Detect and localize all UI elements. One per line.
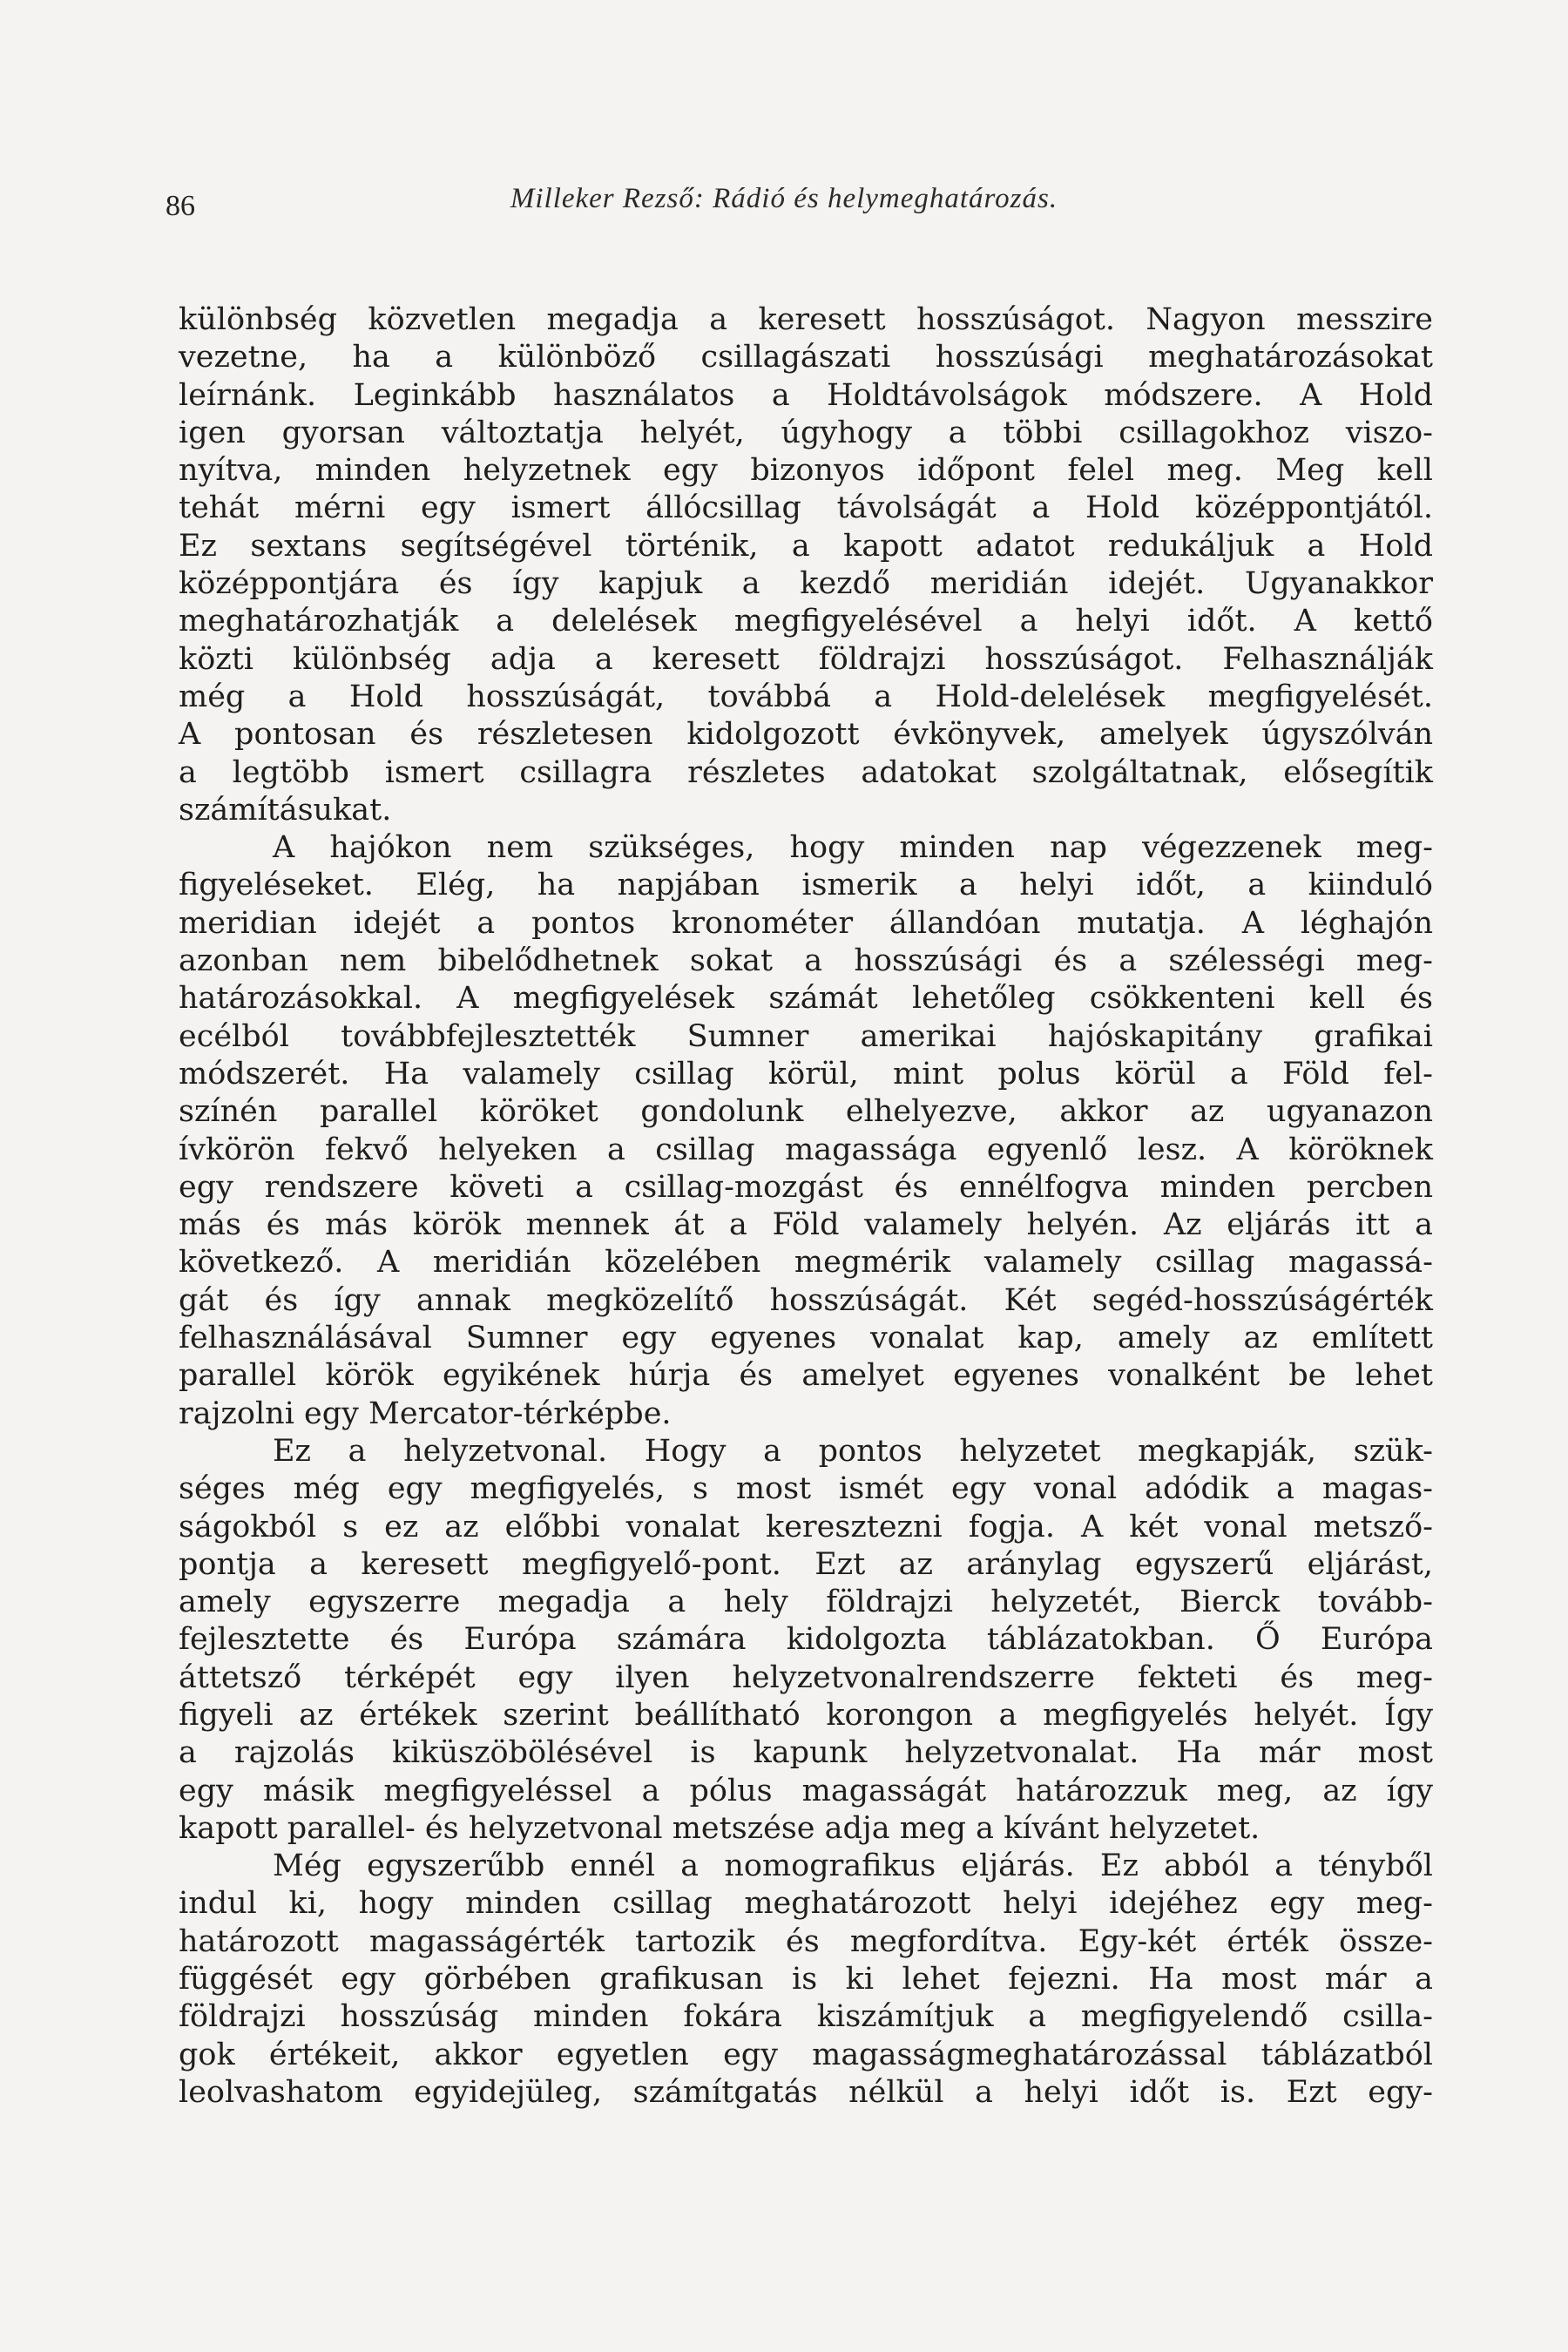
text-line: leolvashatom egyidejüleg, számítgatás nélkül a helyi időt is. Ezt egy- (179, 2074, 1433, 2110)
text-line: séges még egy megfigyelés, s most ismét egy vonal adódik a magas- (179, 1471, 1433, 1507)
text-line: nyítva, minden helyzetnek egy bizonyos időpont felel meg. Meg kell (179, 453, 1433, 489)
text-line: A hajókon nem szükséges, hogy minden nap végezzenek meg- (273, 830, 1433, 866)
text-line: egy másik megfigyeléssel a pólus magasságát határozzuk meg, az így (179, 1773, 1433, 1808)
text-line: a rajzolás kiküszöbölésével is kapunk helyzetvonalat. Ha már most (179, 1735, 1433, 1771)
text-line: tehát mérni egy ismert állócsillag távolságát a Hold középpontjától. (179, 490, 1433, 526)
text-line: fejlesztette és Európa számára kidolgozta táblázatokban. Ő Európa (179, 1622, 1433, 1658)
text-line: indul ki, hogy minden csillag meghatározott helyi idejéhez egy meg- (179, 1886, 1433, 1922)
page-number: 86 (166, 190, 195, 222)
text-line: számításukat. (179, 792, 392, 828)
text-line: rajzolni egy Mercator-térképbe. (179, 1396, 672, 1431)
running-title: Milleker Rezső: Rádió és helymeghatározás. (510, 183, 1058, 214)
text-line: igen gyorsan változtatja helyét, úgyhogy a többi csillagokhoz viszo- (179, 415, 1433, 450)
text-line: különbség közvetlen megadja a keresett hosszúságot. Nagyon messzire (179, 302, 1433, 337)
text-line: gát és így annak megközelítő hosszúságát. Két segéd-hosszúságérték (179, 1282, 1433, 1318)
text-line: határozott magasságérték tartozik és megfordítva. Egy-két érték össze- (179, 1923, 1433, 1959)
text-line: vezetne, ha a különböző csillagászati hosszúsági meghatározásokat (179, 340, 1433, 375)
text-line: színén parallel köröket gondolunk elhelyezve, akkor az ugyanazon (179, 1094, 1433, 1130)
text-line: más és más körök mennek át a Föld valamely helyén. Az eljárás itt a (179, 1207, 1433, 1243)
text-line: ívkörön fekvő helyeken a csillag magassága egyenlő lesz. A köröknek (179, 1132, 1433, 1167)
text-line: határozásokkal. A megfigyelések számát lehetőleg csökkenteni kell és (179, 981, 1433, 1017)
text-line: leírnánk. Leginkább használatos a Holdtávolságok módszere. A Hold (179, 377, 1433, 413)
text-line: ecélból továbbfejlesztették Sumner amerikai hajóskapitány grafikai (179, 1018, 1433, 1054)
text-line: földrajzi hosszúság minden fokára kiszámítjuk a megfigyelendő csilla- (179, 1999, 1433, 2035)
text-line: meghatározhatják a delelések megfigyelésével a helyi időt. A kettő (179, 604, 1433, 639)
text-line: gok értékeit, akkor egyetlen egy magasságmeghatározással táblázatból (179, 2037, 1433, 2072)
text-line: figyeli az értékek szerint beállítható korongon a megfigyelés helyét. Így (179, 1697, 1433, 1733)
text-line: áttetsző térképét egy ilyen helyzetvonalrendszerre fekteti és meg- (179, 1659, 1433, 1695)
text-line: amely egyszerre megadja a hely földrajzi helyzetét, Bierck tovább- (179, 1585, 1433, 1620)
text-line: parallel körök egyikének húrja és amelyet egyenes vonalként be lehet (179, 1358, 1433, 1394)
text-line: figyeléseket. Elég, ha napjában ismerik a helyi időt, a kiinduló (179, 868, 1433, 903)
text-line: Még egyszerűbb ennél a nomografikus eljárás. Ez abból a tényből (273, 1848, 1433, 1884)
text-line: következő. A meridián közelében megmérik valamely csillag magassá- (179, 1245, 1433, 1281)
text-line: egy rendszere követi a csillag-mozgást és ennélfogva minden percben (179, 1169, 1433, 1205)
text-line: ságokból s ez az előbbi vonalat keresztezni fogja. A két vonal metsző- (179, 1509, 1433, 1544)
text-line: felhasználásával Sumner egy egyenes vonalat kap, amely az említett (179, 1321, 1433, 1356)
text-line: pontja a keresett megfigyelő-pont. Ezt az aránylag egyszerű eljárást, (179, 1546, 1433, 1582)
text-line: még a Hold hosszúságát, továbbá a Hold-delelések megfigyelését. (179, 679, 1433, 714)
text-line: függését egy görbében grafikusan is ki lehet fejezni. Ha most már a (179, 1962, 1433, 1997)
text-line: A pontosan és részletesen kidolgozott évkönyvek, amelyek úgyszólván (179, 717, 1433, 753)
text-line: módszerét. Ha valamely csillag körül, mint polus körül a Föld fel- (179, 1056, 1433, 1092)
text-line: közti különbség adja a keresett földrajzi hosszúságot. Felhasználják (179, 641, 1433, 677)
text-line: a legtöbb ismert csillagra részletes adatokat szolgáltatnak, elősegítik (179, 754, 1433, 790)
text-line: azonban nem bibelődhetnek sokat a hosszúsági és a szélességi meg- (179, 943, 1433, 979)
text-line: középpontjára és így kapjuk a kezdő meridián idejét. Ugyanakkor (179, 566, 1433, 602)
text-line: meridian idejét a pontos kronométer állandóan mutatja. A léghajón (179, 905, 1433, 941)
text-line: Ez a helyzetvonal. Hogy a pontos helyzetet megkapják, szük- (273, 1433, 1433, 1469)
text-line: kapott parallel- és helyzetvonal metszése adja meg a kívánt helyzetet. (179, 1810, 1260, 1846)
body-text (179, 301, 1433, 2112)
text-line: Ez sextans segítségével történik, a kapott adatot redukáljuk a Hold (179, 528, 1433, 564)
